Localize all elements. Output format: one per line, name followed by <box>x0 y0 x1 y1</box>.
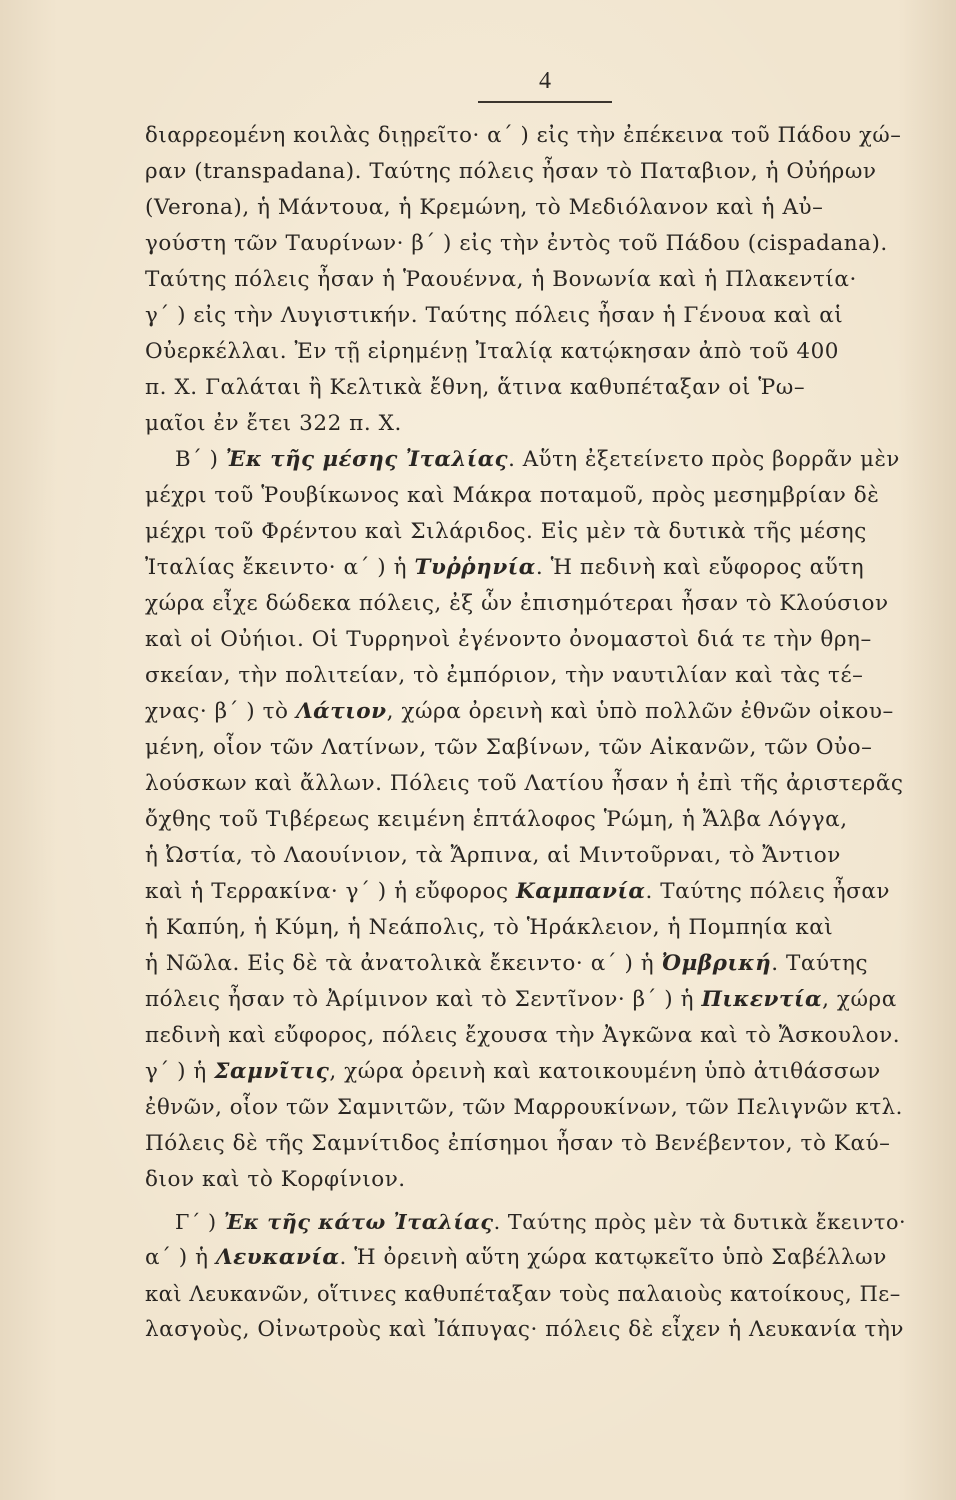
emphasized-heading: Πικεντία <box>701 987 823 1012</box>
emphasized-heading: Ὀμβρική <box>661 951 772 976</box>
text-line: καὶ οἱ Οὐήιοι. Οἱ Τυρρηνοὶ ἐγένοντο ὀνομαστοὶ διά τε τὴν θρη– <box>145 627 872 652</box>
text-line: π. Χ. Γαλάται ἢ Κελτικὰ ἔθνη, ἅτινα καθυπέταξαν οἱ Ῥω– <box>145 375 806 400</box>
text-line: μαῖοι ἐν ἔτει 322 π. Χ. <box>145 411 402 436</box>
text-segment: Γ΄ ) <box>175 1210 224 1234</box>
text-segment: , χώρα <box>822 987 897 1012</box>
emphasized-heading: Σαμνῖτις <box>214 1059 330 1084</box>
emphasized-heading: Λάτιον <box>295 699 387 724</box>
text-segment: καὶ ἡ Τερρακίνα· γ΄ ) ἡ εὔφορος <box>145 879 516 904</box>
text-line <box>145 874 907 910</box>
text-line: γούστη τῶν Ταυρίνων· β΄ ) εἰς τὴν ἐντὸς τοῦ Πάδου (cispadana). <box>145 231 888 256</box>
text-line: ραν (transpadana). Ταύτης πόλεις ἦσαν τὸ Παταβιον, ἡ Οὐήρων <box>145 159 877 184</box>
text-line <box>145 550 907 586</box>
emphasized-heading: Τυῤῥηνία <box>414 555 536 580</box>
page-number: 4 <box>539 68 551 94</box>
text-segment: γ΄ ) ἡ <box>145 1059 215 1084</box>
text-segment: . Ταύτης <box>771 951 869 976</box>
text-line: λούσκων καὶ ἄλλων. Πόλεις τοῦ Λατίου ἦσαν ἡ ἐπὶ τῆς ἀριστερᾶς <box>145 771 904 796</box>
text-segment: Β΄ ) <box>175 447 226 472</box>
text-line: ἡ Ὠστία, τὸ Λαουίνιον, τὰ Ἄρπινα, αἱ Μιντοῦρναι, τὸ Ἄντιον <box>145 843 841 868</box>
text-line: Οὐερκέλλαι. Ἐν τῇ εἰρημένῃ Ἰταλίᾳ κατῴκησαν ἀπὸ τοῦ 400 <box>145 339 840 364</box>
text-segment: , χώρα ὀρεινὴ καὶ ὑπὸ πολλῶν ἐθνῶν οἰκου– <box>386 699 894 724</box>
emphasized-heading: Ἐκ τῆς κάτω Ἰταλίας <box>223 1210 494 1234</box>
text-line <box>145 1054 907 1090</box>
text-segment: χνας· β΄ ) τὸ <box>145 699 296 724</box>
header-rule <box>478 101 612 103</box>
text-line: διον καὶ τὸ Κορφίνιον. <box>145 1167 406 1192</box>
text-line: χώρα εἶχε δώδεκα πόλεις, ἐξ ὧν ἐπισημότεραι ἦσαν τὸ Κλούσιον <box>145 591 889 616</box>
text-line: (Verona), ἡ Μάντουα, ἡ Κρεμώνη, τὸ Μεδιόλανον καὶ ἡ Αὐ– <box>145 195 824 220</box>
text-line: ἐθνῶν, οἷον τῶν Σαμνιτῶν, τῶν Μαρρουκίνων, τῶν Πελιγνῶν κτλ. <box>145 1095 903 1120</box>
text-line: διαρρεομένη κοιλὰς διῃρεῖτο· α΄ ) εἰς τὴν ἐπέκεινα τοῦ Πάδου χώ– <box>145 123 902 148</box>
text-line: Ταύτης πόλεις ἦσαν ἡ Ῥαουέννα, ἡ Βονωνία καὶ ἡ Πλακεντία· <box>145 267 857 292</box>
emphasized-heading: Καμπανία <box>515 879 646 904</box>
emphasized-heading: Ἐκ τῆς μέσης Ἰταλίας <box>225 447 509 472</box>
text-line <box>145 1240 907 1276</box>
text-line: καὶ Λευκανῶν, οἵτινες καθυπέταξαν τοὺς παλαιοὺς κατοίκους, Πε– <box>145 1282 901 1306</box>
text-line <box>145 1204 907 1240</box>
text-segment: πόλεις ἦσαν τὸ Ἀρίμινον καὶ τὸ Σεντῖνον· β΄ ) ἡ <box>145 987 702 1012</box>
text-line: μέχρι τοῦ Φρέντου καὶ Σιλάριδος. Εἰς μὲν τὰ δυτικὰ τῆς μέσης <box>145 519 867 544</box>
text-segment: , χώρα ὀρεινὴ καὶ κατοικουμένη ὑπὸ ἀτιθάσσων <box>329 1059 881 1084</box>
text-segment: Ἰταλίας ἔκειντο· α΄ ) ἡ <box>145 555 415 580</box>
text-line: ἡ Καπύη, ἡ Κύμη, ἡ Νεάπολις, τὸ Ἡράκλειον, ἡ Πομπηία καὶ <box>145 915 834 940</box>
text-segment: . Ταύτης πρὸς μὲν τὰ δυτικὰ ἔκειντο· <box>493 1210 907 1234</box>
text-line: ὄχθης τοῦ Τιβέρεως κειμένη ἑπτάλοφος Ῥώμη, ἡ Ἄλβα Λόγγα, <box>145 807 848 832</box>
text-line: Πόλεις δὲ τῆς Σαμνίτιδος ἐπίσημοι ἦσαν τὸ Βενέβεντον, τὸ Καύ– <box>145 1131 891 1156</box>
text-line <box>145 694 907 730</box>
text-line <box>145 442 907 478</box>
text-line <box>145 946 907 982</box>
body-text <box>145 118 907 1348</box>
text-line: πεδινὴ καὶ εὔφορος, πόλεις ἔχουσα τὴν Ἀγκῶνα καὶ τὸ Ἄσκουλον. <box>145 1023 901 1048</box>
text-segment: α΄ ) ἡ <box>145 1245 216 1270</box>
text-line: μέχρι τοῦ Ῥουβίκωνος καὶ Μάκρα ποταμοῦ, πρὸς μεσημβρίαν δὲ <box>145 483 880 508</box>
text-line <box>145 982 907 1018</box>
text-line: σκείαν, τὴν πολιτείαν, τὸ ἐμπόριον, τὴν ναυτιλίαν καὶ τὰς τέ– <box>145 663 864 688</box>
text-segment: . Ἡ πεδινὴ καὶ εὔφορος αὕτη <box>535 555 865 580</box>
text-segment: ἡ Νῶλα. Εἰς δὲ τὰ ἀνατολικὰ ἔκειντο· α΄ ) ἡ <box>145 951 662 976</box>
text-line: γ΄ ) εἰς τὴν Λυγιστικήν. Ταύτης πόλεις ἦσαν ἡ Γένουα καὶ αἱ <box>145 303 844 328</box>
emphasized-heading: Λευκανία <box>215 1245 340 1270</box>
text-segment: . Ταύτης πόλεις ἦσαν <box>645 879 891 904</box>
text-segment: . Αὕτη ἐξετείνετο πρὸς βορρᾶν μὲν <box>508 447 900 472</box>
text-segment: . Ἡ ὀρεινὴ αὕτη χώρα κατῳκεῖτο ὑπὸ Σαβέλλων <box>339 1245 887 1270</box>
text-line: μένη, οἷον τῶν Λατίνων, τῶν Σαβίνων, τῶν Αἰκανῶν, τῶν Οὐο– <box>145 735 873 760</box>
text-line: λασγοὺς, Οἰνωτροὺς καὶ Ἰάπυγας· πόλεις δὲ εἶχεν ἡ Λευκανία τὴν <box>145 1317 904 1342</box>
